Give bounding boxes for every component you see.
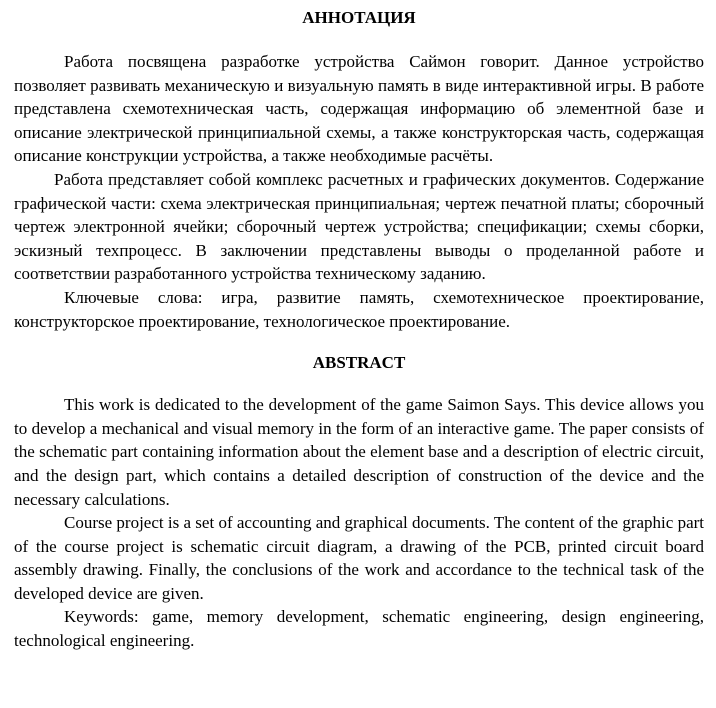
annotation-title: АННОТАЦИЯ — [302, 8, 416, 27]
annotation-paragraph-2: Работа представляет собой комплекс расчетных и графических документов. Содержание графической части: схема электрическая принципиальная; чертеж печатной платы; сборочный чертеж электронной ячейки; сборочный чертеж устройства; спецификации; схемы сборки, эскизный техпроцесс. В заключении представлены выводы о проделанной работе и соответствии разработанного устройства техническому заданию. — [14, 169, 704, 284]
abstract-paragraph-2: Course project is a set of accounting and graphical documents. The content of the graphic part of the course project is schematic circuit diagram, a drawing of the PCB, printed circuit board assembly drawing. Finally, the conclusions of the work and accordance to the technical task of the developed device are given. — [14, 513, 704, 603]
abstract-paragraph-1: This work is dedicated to the development of the game Saimon Says. This device allows you to develop a mechanical and visual memory in the form of an interactive game. The paper consists of the schematic part containing information about the element base and a description of electric circuit, and the design part, which contains a detailed description of construction of the device and the necessary calculations. — [14, 395, 704, 509]
annotation-keywords: Ключевые слова: игра, развитие память, схемотехническое проектирование, конструкторское проектирование, технологическое проектирование. — [14, 287, 704, 331]
document-page — [14, 0, 704, 653]
abstract-keywords: Keywords: game, memory development, schematic engineering, design engineering, technological engineering. — [14, 607, 704, 651]
annotation-paragraph-1: Работа посвящена разработке устройства Саймон говорит. Данное устройство позволяет развивать механическую и визуальную память в виде интерактивной игры. В работе представлена схемотехническая часть, содержащая информацию об элементной базе и описание электрической принципиальной схемы, а также конструкторская часть, содержащая описание конструкции устройства, а также необходимые расчёты. — [14, 52, 704, 166]
abstract-title: ABSTRACT — [312, 353, 406, 373]
